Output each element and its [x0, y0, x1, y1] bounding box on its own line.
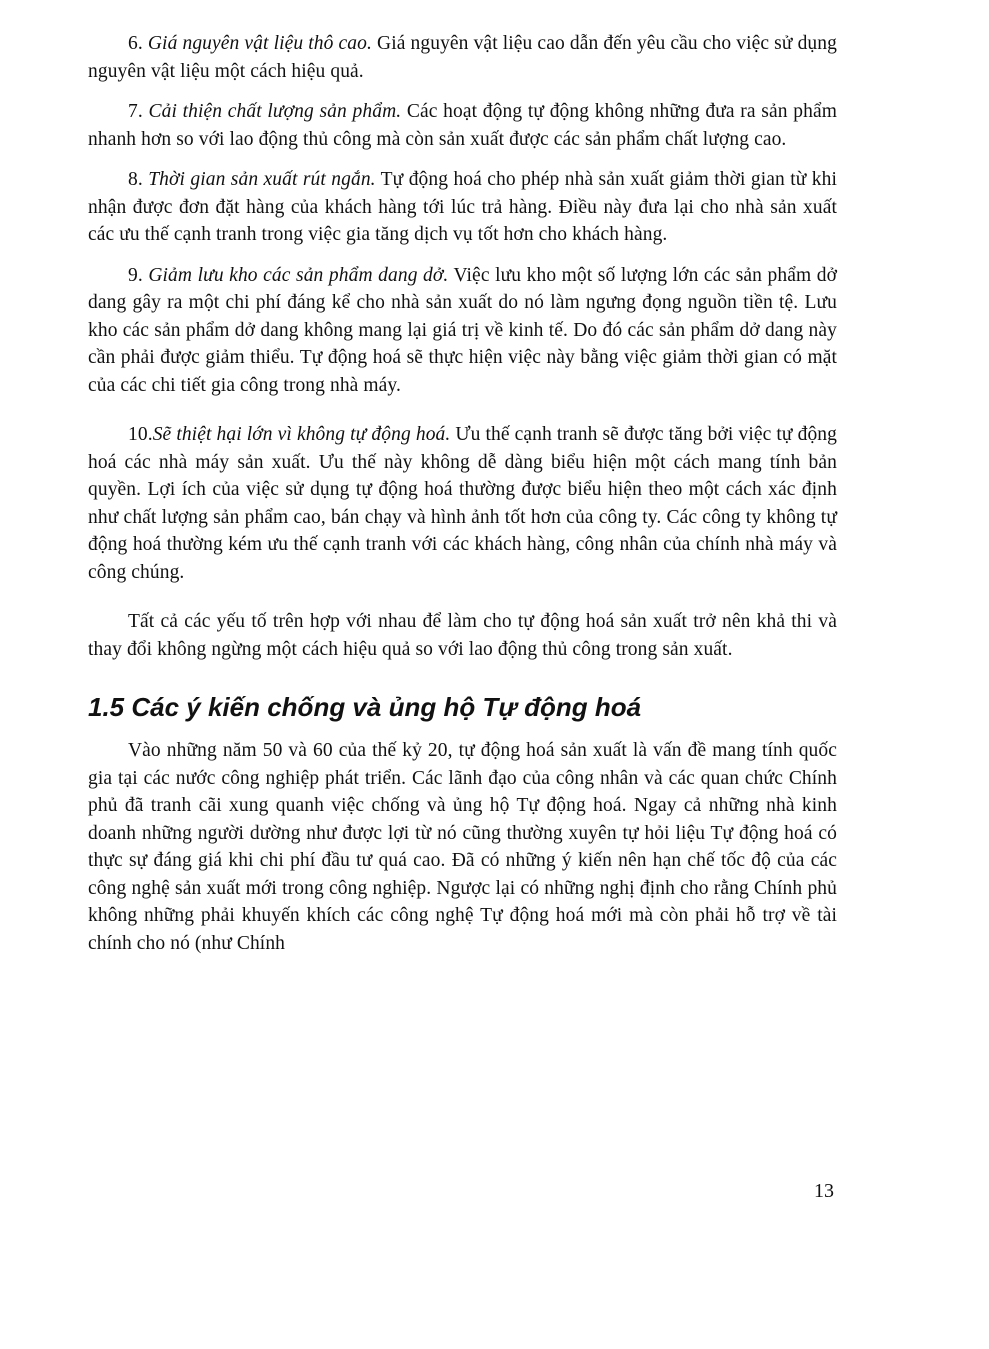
item-body: Các hoạt động tự động không những đưa ra sản phẩm nhanh hơn so với lao động thủ công mà còn sản xuất được các sản phẩm chất lượng cao.: [88, 101, 837, 150]
item-number: 8.: [128, 169, 143, 190]
item-title: Cải thiện chất lượng sản phẩm.: [148, 101, 402, 122]
item-title: Giá nguyên vật liệu thô cao.: [147, 33, 372, 54]
list-item-6: [88, 30, 837, 85]
item-title: Thời gian sản xuất rút ngắn.: [148, 169, 376, 190]
list-item-10: [88, 421, 837, 586]
page-content: [88, 30, 837, 957]
item-number: 10.: [128, 424, 153, 445]
item-title: Giảm lưu kho các sản phẩm dang dở.: [148, 264, 449, 286]
list-item-9: [88, 262, 837, 400]
item-body: Tự động hoá cho phép nhà sản xuất giảm thời gian từ khi nhận được đơn đặt hàng của khách hàng tới lúc trả hàng. Điều này đưa lại cho nhà sản xuất các ưu thế cạnh tranh trong việc gia tăng dịch vụ tốt hơn cho khách hàng.: [88, 169, 838, 245]
item-number: 7.: [128, 101, 143, 122]
item-number: 9.: [128, 264, 143, 286]
item-body: Giá nguyên vật liệu cao dẫn đến yêu cầu cho việc sử dụng nguyên vật liệu một cách hiệu quả.: [88, 33, 837, 82]
item-title: Sẽ thiệt hại lớn vì không tự động hoá.: [152, 424, 451, 445]
page-number: 13: [814, 1180, 834, 1202]
item-number: 6.: [128, 33, 143, 54]
list-item-7: [88, 98, 837, 153]
summary-paragraph: Tất cả các yếu tố trên hợp với nhau để làm cho tự động hoá sản xuất trở nên khả thi và thay đổi không ngừng một cách hiệu quả so với lao động thủ công trong sản xuất.: [88, 611, 837, 660]
item-body: Việc lưu kho một số lượng lớn các sản phẩm dở dang gây ra một chi phí đáng kể cho nhà sản xuất do nó làm ngưng đọng nguồn tiền tệ. Lưu kho các sản phẩm dở dang không mang lại giá trị về kinh tế. Do đó các sản phẩm dở dang này cần phải được giảm thiểu. Tự động hoá sẽ thực hiện việc này bằng việc giảm thời gian có mặt của các chi tiết gia công trong nhà máy.: [88, 264, 837, 396]
section-heading: 1.5 Các ý kiến chống và ủng hộ Tự động hoá: [88, 692, 642, 722]
list-item-8: [88, 166, 837, 249]
item-body: Ưu thế cạnh tranh sẽ được tăng bởi việc tự động hoá các nhà máy sản xuất. Ưu thế này không dễ dàng biểu hiện một cách mang tính bản quyền. Lợi ích của việc sử dụng tự động hoá thường được biểu hiện theo một cách xác định như chất lượng sản phẩm cao, bán chạy và hình ảnh tốt hơn của công ty. Các công ty không tự động hoá thường kém ưu thế cạnh tranh với các khách hàng, công nhân của chính nhà máy và công chúng.: [88, 424, 837, 583]
section-paragraph: Vào những năm 50 và 60 của thế kỷ 20, tự động hoá sản xuất là vấn đề mang tính quốc gia tại các nước công nghiệp phát triển. Các lãnh đạo của công nhân và các quan chức Chính phủ đã tranh cãi xung quanh việc chống và ủng hộ Tự động hoá. Ngay cả những nhà kinh doanh những người dường như được lợi từ nó cũng thường xuyên tự hỏi liệu Tự động hoá có thực sự đáng giá khi chi phí đầu tư quá cao. Đã có những ý kiến nên hạn chế tốc độ của các công nghệ sản xuất mới trong công nghiệp. Ngược lại có những nghị định cho rằng Chính phủ không những phải khuyến khích các công nghệ Tự động hoá mới mà còn phải hỗ trợ về tài chính cho nó (như Chính: [88, 740, 837, 954]
